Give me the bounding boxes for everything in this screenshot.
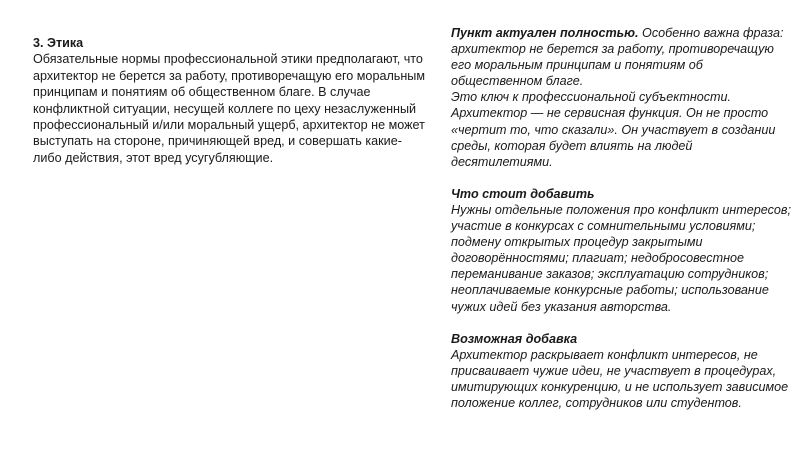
section-body: Обязательные нормы профессиональной этики предполагают, что архитектор не берется за работу, противоречащую его моральным принципам и понятиям об общественном благе. В случае конфликтной ситуации, несущей коллеге по цеху незаслуженный профессиональный и/или моральный ущерб, архитектор не может выступать на стороне, причиняющей вред, и совершать какие-либо действия, этот вред усугубляющие. xyxy=(33,52,426,165)
ethics-section xyxy=(33,35,428,166)
possible-addition-heading: Возможная добавка xyxy=(451,331,578,346)
commentary-column xyxy=(451,25,796,411)
possible-addition-text: Архитектор раскрывает конфликт интересов, не присваивает чужие идеи, не участвует в процедурах, имитирующих конкуренцию, и не использует зависимое положение коллег, сотрудников или студентов. xyxy=(451,347,789,410)
section-heading: 3. Этика xyxy=(33,36,84,50)
relevance-key-line: Это ключ к профессиональной субъектности. xyxy=(451,90,732,105)
relevance-explanation: Архитектор — не сервисная функция. Он не просто «чертит то, что сказали». Он участвует в создании среды, которая будет влиять на людей десятилетиями. xyxy=(451,106,776,169)
relevance-text: Особенно важна фраза: архитектор не берется за работу, противоречащую его моральным принципам и понятиям об общественном благе. xyxy=(451,26,784,89)
relevance-lead: Пункт актуален полностью. xyxy=(451,26,639,40)
additions-text: Нужны отдельные положения про конфликт интересов; участие в конкурсах с сомнительными условиями; подмену открытых процедур закрытыми договорённостями; плагиат; недобросовестное переманивание заказов; эксплуатацию сотрудников; неоплачиваемые конкурсные работы; использование чужих идей без указания авторства. xyxy=(451,202,791,314)
additions-heading: Что стоит добавить xyxy=(451,186,595,201)
additions-block xyxy=(451,186,796,315)
possible-addition-block xyxy=(451,331,796,411)
relevance-block xyxy=(451,25,796,170)
